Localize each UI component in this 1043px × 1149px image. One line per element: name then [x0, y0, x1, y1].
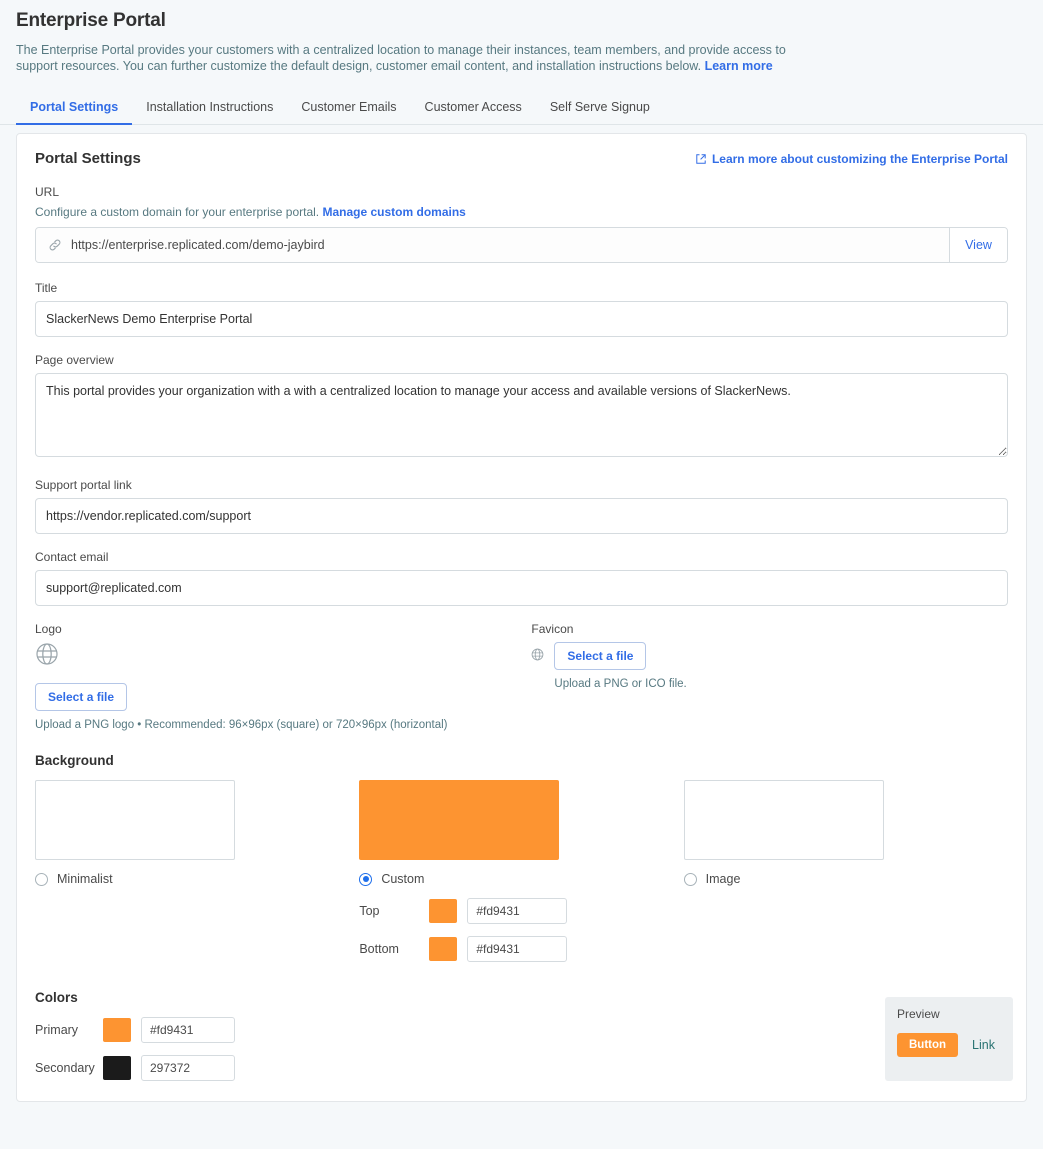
background-top-color-row — [359, 898, 683, 924]
logo-select-file-button[interactable]: Select a file — [35, 683, 127, 711]
page-overview-label: Page overview — [35, 353, 114, 367]
link-icon — [48, 238, 62, 252]
primary-color-row — [35, 1017, 1008, 1043]
logo-group — [35, 622, 531, 731]
background-custom-radio[interactable] — [359, 873, 372, 886]
tab-customer-emails[interactable]: Customer Emails — [301, 100, 397, 114]
page-description — [16, 42, 806, 74]
preview-label: Preview — [897, 1007, 940, 1021]
background-bottom-label: Bottom — [359, 942, 399, 956]
url-value-field[interactable] — [36, 228, 949, 262]
favicon-group — [531, 622, 1008, 731]
contact-email-input[interactable] — [35, 570, 1008, 606]
background-option-image — [684, 780, 1008, 962]
favicon-label: Favicon — [531, 622, 574, 636]
url-value: https://enterprise.replicated.com/demo-jaybird — [71, 238, 325, 252]
page-overview-textarea[interactable] — [35, 373, 1008, 457]
page-header — [0, 0, 1043, 74]
url-help-text: Configure a custom domain for your enterprise portal. — [35, 205, 320, 219]
page-description-text: The Enterprise Portal provides your customers with a centralized location to manage their instances, team members, and provide access to support resources. You can further customize the default design, customer email content, and installation instructions below. — [16, 43, 786, 73]
secondary-color-chip[interactable] — [103, 1056, 131, 1080]
background-image-label: Image — [705, 872, 741, 886]
tab-bar — [0, 90, 1043, 125]
preview-panel — [885, 997, 1013, 1081]
page-title: Enterprise Portal — [16, 10, 166, 31]
tab-portal-settings[interactable]: Portal Settings — [16, 90, 132, 125]
logo-upload-hint: Upload a PNG logo • Recommended: 96×96px (square) or 720×96px (horizontal) — [35, 719, 448, 731]
logo-favicon-row — [35, 622, 1008, 731]
contact-email-group — [35, 550, 1008, 606]
support-portal-link-label: Support portal link — [35, 478, 132, 492]
background-minimalist-radio[interactable] — [35, 873, 48, 886]
colors-block — [35, 1017, 1008, 1081]
background-bottom-color-input[interactable] — [467, 936, 567, 962]
favicon-select-file-button[interactable]: Select a file — [554, 642, 646, 670]
primary-color-chip[interactable] — [103, 1018, 131, 1042]
logo-label: Logo — [35, 622, 62, 636]
background-bottom-color-row — [359, 936, 683, 962]
background-minimalist-radio-row[interactable] — [35, 872, 359, 886]
preview-link[interactable]: Link — [972, 1038, 995, 1052]
colors-section-title: Colors — [35, 990, 78, 1005]
external-link-icon — [696, 154, 706, 164]
background-image-radio[interactable] — [684, 873, 697, 886]
preview-controls-row — [897, 1033, 1001, 1057]
background-custom-radio-row[interactable] — [359, 872, 683, 886]
background-section-title: Background — [35, 753, 114, 768]
title-label: Title — [35, 281, 58, 295]
background-top-color-chip[interactable] — [429, 899, 457, 923]
background-bottom-color-chip[interactable] — [429, 937, 457, 961]
customizing-portal-help-label: Learn more about customizing the Enterprise Portal — [711, 151, 1008, 166]
background-option-minimalist — [35, 780, 359, 962]
url-group — [35, 185, 1008, 263]
page-overview-group — [35, 353, 1008, 462]
tab-self-serve-signup[interactable]: Self Serve Signup — [549, 100, 650, 114]
background-minimalist-label: Minimalist — [57, 872, 113, 886]
favicon-placeholder-globe-icon — [531, 642, 544, 666]
logo-placeholder-globe-icon — [35, 642, 531, 671]
tab-installation-instructions[interactable]: Installation Instructions — [146, 100, 274, 114]
contact-email-label: Contact email — [35, 550, 109, 564]
card-header — [35, 150, 1008, 167]
secondary-color-row — [35, 1055, 1008, 1081]
url-label: URL — [35, 185, 60, 199]
support-portal-link-input[interactable] — [35, 498, 1008, 534]
favicon-upload-hint: Upload a PNG or ICO file. — [554, 678, 687, 690]
background-options-row — [35, 780, 1008, 962]
secondary-color-label: Secondary — [35, 1061, 95, 1075]
card-title: Portal Settings — [35, 150, 141, 167]
background-custom-swatch[interactable] — [359, 780, 559, 860]
url-view-button[interactable]: View — [949, 228, 1007, 262]
background-minimalist-swatch[interactable] — [35, 780, 235, 860]
secondary-color-input[interactable] — [141, 1055, 235, 1081]
background-top-color-input[interactable] — [467, 898, 567, 924]
title-group — [35, 281, 1008, 337]
support-portal-link-group — [35, 478, 1008, 534]
url-help — [35, 205, 1008, 219]
preview-button[interactable]: Button — [897, 1033, 958, 1057]
manage-custom-domains-link[interactable]: Manage custom domains — [322, 205, 466, 219]
background-image-swatch[interactable] — [684, 780, 884, 860]
background-image-radio-row[interactable] — [684, 872, 1008, 886]
portal-settings-card — [16, 133, 1027, 1102]
url-field-row — [35, 227, 1008, 263]
title-input[interactable] — [35, 301, 1008, 337]
primary-color-input[interactable] — [141, 1017, 235, 1043]
learn-more-link[interactable]: Learn more — [704, 59, 773, 73]
background-option-custom — [359, 780, 683, 962]
customizing-portal-help-link[interactable] — [696, 152, 1008, 166]
tab-customer-access[interactable]: Customer Access — [424, 100, 522, 114]
primary-color-label: Primary — [35, 1023, 79, 1037]
background-custom-label: Custom — [381, 872, 425, 886]
background-top-label: Top — [359, 904, 380, 918]
